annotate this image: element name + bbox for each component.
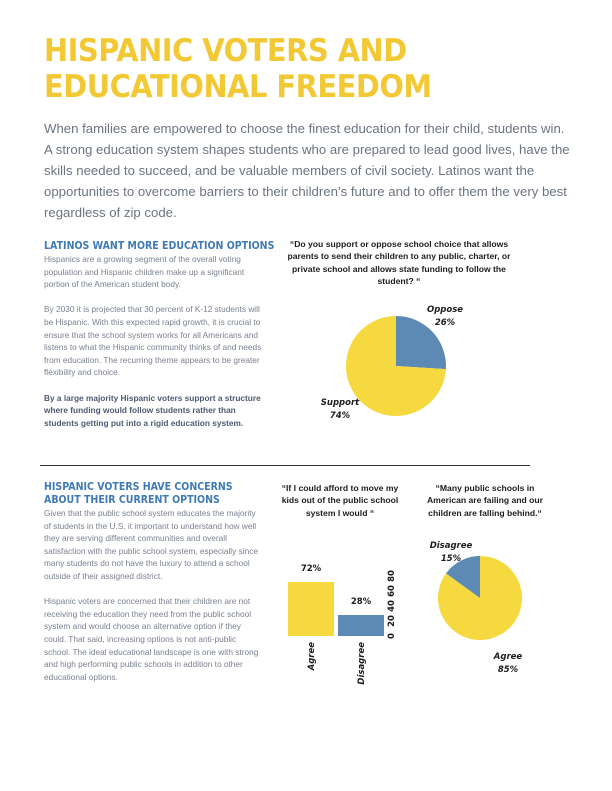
chart2-ytick-0: 0 — [387, 633, 397, 639]
schools-failing-pie-chart — [420, 536, 570, 676]
chart2-category-agree: Agree — [307, 642, 317, 671]
chart3-label-agree: Agree — [493, 652, 523, 662]
section1-paragraph-3: By a large majority Hispanic voters support a structure where funding would follow students rather than students getting put into a rigid education system. — [44, 392, 261, 428]
chart3-question: “Many public schools in American are failing and our children are falling behind.“ — [426, 483, 544, 518]
chart2-data-label-disagree: 28% — [350, 597, 372, 607]
section2-heading-line-2: ABOUT THEIR CURRENT OPTIONS — [44, 494, 220, 506]
title-line-1: HISPANIC VOTERS AND — [44, 33, 407, 69]
chart1-label-support: Support — [320, 398, 360, 408]
chart2-question: “If I could afford to move my kids out of the public school system I would “ — [281, 483, 399, 518]
chart2-ytick-60: 60 — [387, 585, 397, 597]
chart2-bar-disagree — [338, 615, 384, 636]
section-divider — [40, 465, 530, 466]
chart1-value-support: 74% — [329, 411, 351, 421]
chart2-ytick-40: 40 — [387, 600, 397, 612]
section2-paragraph-1: Given that the public school system educates the majority of students in the U.S. it important to understand how well they are serving different communities and overall satisfaction with the public school system, especially since many students do not have the luxury to attend a school outside of their assigned district. — [44, 508, 258, 581]
chart1-value-oppose: 26% — [434, 318, 456, 328]
title-line-2: EDUCATIONAL FREEDOM — [44, 69, 432, 105]
page-title — [44, 33, 546, 105]
chart2-data-label-agree: 72% — [300, 564, 322, 574]
section1-paragraph-2: By 2030 it is projected that 30 percent of K-12 students will be Hispanic. With this expected rapid growth, it is crucial to ensure that the school system works for all Americans and listens to what the Hispanic community thinks of and needs from education. The recurring theme appears to be greater flexibility and choice. — [44, 304, 262, 378]
section1-heading: LATINOS WANT MORE EDUCATION OPTIONS — [44, 240, 275, 252]
chart1-label-oppose: Oppose — [426, 305, 464, 315]
chart3-value-disagree: 15% — [440, 554, 462, 564]
chart2-ytick-20: 20 — [387, 615, 397, 627]
section2-heading — [44, 481, 233, 507]
section2-body — [44, 507, 264, 696]
intro-paragraph: When families are empowered to choose the finest education for their child, students win. A strong education system shapes students who are prepared to lead good lives, have the skills needed to succeed, and be valuable members of civil society. Latinos want the opportunities to overcome barriers to their children’s future and to offer them the very best regardless of zip code. — [44, 121, 570, 220]
chart2-category-disagree: Disagree — [357, 642, 367, 685]
chart2-ytick-80: 80 — [387, 570, 397, 582]
chart1-question: “Do you support or oppose school choice that allows parents to send their children to any public, charter, or private school and allows state funding to follow the student? “ — [287, 239, 511, 287]
chart3-label-disagree: Disagree — [429, 541, 473, 551]
chart2-bar-agree — [288, 582, 334, 636]
afford-to-move-bar-chart — [280, 540, 410, 685]
chart3-value-agree: 85% — [497, 665, 519, 675]
section2-heading-line-1: HISPANIC VOTERS HAVE CONCERNS — [44, 481, 233, 493]
school-choice-pie-chart — [290, 290, 480, 430]
section1-body — [44, 253, 264, 442]
section1-paragraph-1: Hispanics are a growing segment of the overall voting population and Hispanic children make up a significant portion of the American student body. — [44, 254, 245, 290]
section2-paragraph-2: Hispanic voters are concerned that their children are not receiving the education they need from the public school system and would choose an alternative option if they could. That said, increasing options is not anti-public school. The ideal educational landscape is one with strong and high performing public schools in addition to other educational options. — [44, 596, 259, 682]
